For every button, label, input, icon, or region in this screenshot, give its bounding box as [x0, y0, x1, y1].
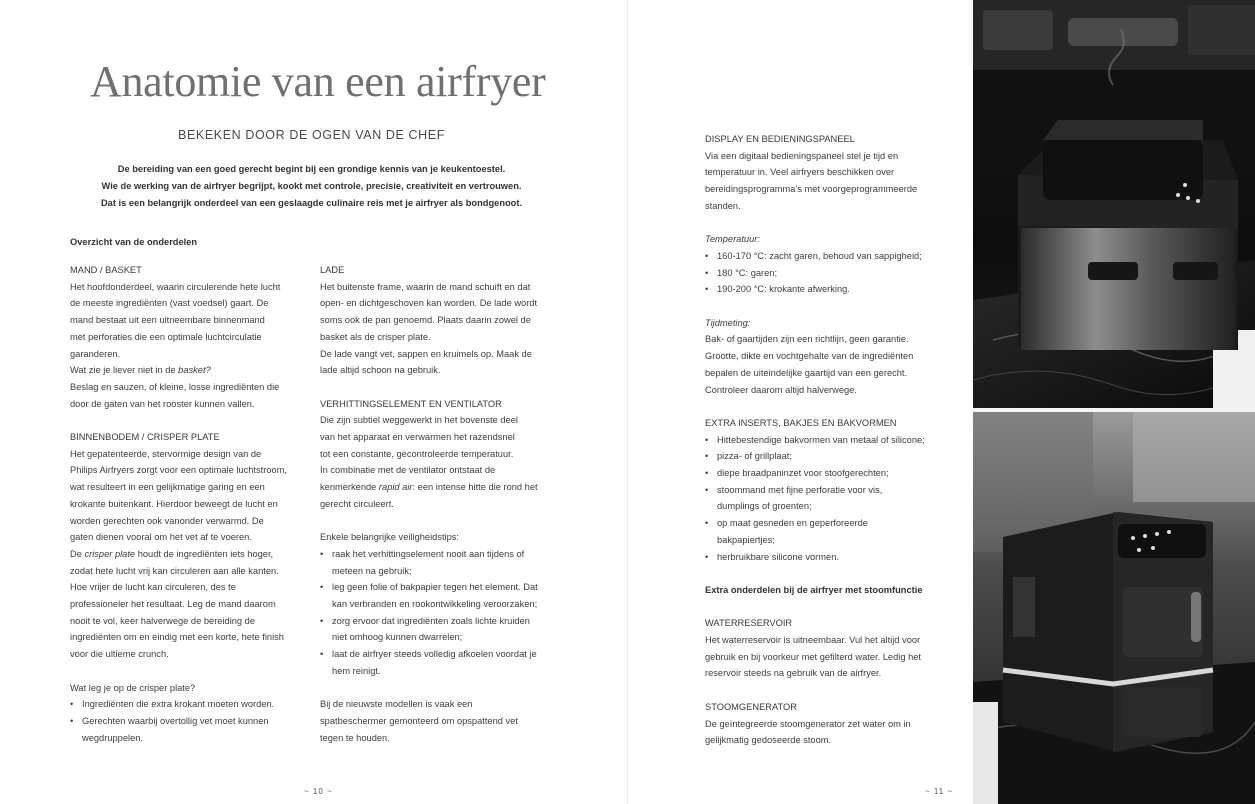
text-line: reservoir steeds na gebruik van de airfryer.	[705, 668, 882, 679]
page-number-left: ~ 10 ~	[304, 787, 333, 796]
text-line: bereidingsprogramma’s met voorgeprogrammeerde	[705, 184, 918, 195]
page-number-right: ~ 11 ~	[925, 787, 954, 796]
text-line: spatbeschermer gemonteerd om opspattend vet	[320, 715, 518, 726]
text-line: kenmerkende rapid air: een intense hitte die rond het	[320, 482, 538, 493]
intro-line: Wie de werking van de airfryer begrijpt, kookt met controle, precisie, creativiteit en vertrouwen.	[101, 181, 522, 191]
page-subtitle: BEKEKEN DOOR DE OGEN VAN DE CHEF	[178, 128, 445, 142]
column-left	[70, 262, 305, 746]
section-heading-display: DISPLAY EN BEDIENINGSPANEEL	[705, 134, 855, 144]
list-item-continuation: kan verbranden en rookontwikkeling veroorzaken;	[332, 599, 538, 610]
section-heading-ventilator: VERHITTINGSELEMENT EN VENTILATOR	[320, 398, 502, 409]
intro-line: De bereiding van een goed gerecht begint bij een grondige kennis van je keukentoestel.	[117, 164, 506, 174]
basket-question: Wat zie je liever niet in de basket?	[70, 365, 211, 376]
page-title: Anatomie van een airfryer	[90, 57, 546, 106]
text-line: worden gerechten ook vanonder verwarmd. De	[70, 515, 264, 526]
text-line: De lade vangt vet, sappen en kruimels op. Maak de	[320, 348, 532, 359]
text-line: De geïntegreerde stoomgenerator zet water om in	[705, 718, 911, 729]
list-item: • pizza- of grillplaat;	[705, 451, 792, 462]
text-line: Bij de nieuwste modellen is vaak een	[320, 699, 473, 710]
text-line: basket als de crisper plate.	[320, 331, 431, 342]
text-line: bepalen de uiteindelijke gaartijd van een gerecht.	[705, 367, 908, 378]
list-item-continuation: dumplings of groenten;	[717, 501, 812, 512]
text-line: mand bestaat uit een uitneembare binnenmand	[70, 315, 265, 326]
list-item: • Hittebestendige bakvormen van metaal of silicone;	[705, 434, 925, 445]
text-line: Hoe vrijer de lucht kan circuleren, des te	[70, 582, 236, 593]
text-line: soms ook de pan genoemd. Plaats daarin zowel de	[320, 315, 531, 326]
text-line: Beslag en sauzen, of kleine, losse ingrediënten die	[70, 381, 280, 392]
text-line: van het apparaat en verwarmen het razendsnel	[320, 432, 515, 443]
section-heading-generator: STOOMGENERATOR	[705, 701, 797, 712]
crisper-question: Wat leg je op de crisper plate?	[70, 682, 196, 693]
temperature-heading: Temperatuur:	[705, 234, 760, 245]
text-line: zodat hete lucht vrij kan circuleren aan alle kanten.	[70, 565, 279, 576]
text-line: voor die ultieme crunch.	[70, 649, 169, 660]
list-item: • 160-170 °C: zacht garen, behoud van sappigheid;	[705, 250, 922, 261]
list-item: • Ingrediënten die extra krokant moeten worden.	[70, 699, 275, 710]
text-line: professioneler het resultaat. Leg de mand daarom	[70, 599, 276, 610]
text-line: gebruik en bij voorkeur met gefilterd water. Ledig het	[705, 651, 922, 662]
text-line: In combinatie met de ventilator ontstaat de	[320, 465, 496, 476]
text-line: lade altijd schoon na gebruik.	[320, 365, 441, 376]
text-line: wat resulteert in een gelijkmatige garing en een	[70, 482, 265, 493]
steam-section-heading: Extra onderdelen bij de airfryer met stoomfunctie	[705, 584, 923, 595]
section-heading-water: WATERRESERVOIR	[705, 618, 793, 629]
list-item-continuation: niet omhoog kunnen dwarrelen;	[332, 632, 463, 643]
tips-heading: Enkele belangrijke veiligheidstips:	[320, 532, 460, 543]
intro-paragraph	[70, 161, 553, 212]
airfryer-photo-bottom	[973, 412, 1255, 804]
text-line: open- en dichtgeschoven kan worden. De lade wordt	[320, 298, 538, 309]
text-line: tot een constante, gecontroleerde temperatuur.	[320, 448, 514, 459]
text-line: Het gepatenteerde, stervormige design van de	[70, 448, 262, 459]
text-line: door de gaten van het rooster kunnen vallen.	[70, 398, 255, 409]
text-line: gerecht circuleert.	[320, 498, 394, 509]
list-item: • 180 °C: garen;	[705, 267, 778, 278]
text-line: Via een digitaal bedieningspaneel stel je tijd en	[705, 150, 899, 161]
list-item: • herbruikbare silicone vormen.	[705, 551, 839, 562]
list-item-continuation: bakpapiertjes;	[717, 534, 775, 545]
column-middle	[320, 262, 555, 746]
text-line: Het hoofdonderdeel, waarin circulerende hete lucht	[70, 281, 281, 292]
list-item: • 190-200 °C: krokante afwerking.	[705, 284, 850, 295]
text-line: Controleer daarom altijd halverwege.	[705, 384, 857, 395]
list-item: • raak het verhittingselement nooit aan tijdens of	[320, 548, 525, 559]
list-item: • stoommand met fijne perforatie voor vis,	[705, 484, 883, 495]
text-line: met perforaties die een optimale luchtcirculatie	[70, 331, 262, 342]
airfryer-photo-top	[973, 0, 1255, 408]
airfryer-illustration-top	[973, 0, 1255, 408]
list-item: • Gerechten waarbij overtollig vet moet kunnen	[70, 715, 269, 726]
section-heading-inserts: EXTRA INSERTS, BAKJES EN BAKVORMEN	[705, 417, 897, 428]
spread-gutter	[627, 0, 628, 804]
list-item: • zorg ervoor dat ingrediënten zoals lichte kruiden	[320, 615, 530, 626]
text-line: ingrediënten om en eindig met een korte, hete finish	[70, 632, 284, 643]
list-item-continuation: wegdruppelen.	[82, 732, 143, 743]
text-line: De crisper plate houdt de ingrediënten iets hoger,	[70, 548, 274, 559]
text-line: gelijkmatig gedoseerde stoom.	[705, 735, 832, 746]
column-right	[705, 131, 945, 749]
airfryer-illustration-bottom	[973, 412, 1255, 804]
text-line: Grootte, dikte en vochtgehalte van de ingrediënten	[705, 351, 914, 362]
time-heading: Tijdmeting:	[705, 317, 751, 328]
text-line: Bak- of gaartijden zijn een richtlijn, geen garantie.	[705, 334, 909, 345]
text-line: gaten dienen vooral om het vet af te voeren.	[70, 532, 252, 543]
text-line: de meeste ingrediënten (vast voedsel) gaart. De	[70, 298, 269, 309]
section-heading-crisper: BINNENBODEM / CRISPER PLATE	[70, 432, 220, 443]
list-item-continuation: meteen na gebruik;	[332, 565, 412, 576]
text-line: standen.	[705, 200, 741, 211]
text-line: temperatuur in. Veel airfryers beschikken over	[705, 167, 895, 178]
text-line: Het waterreservoir is uitneembaar. Vul het altijd voor	[705, 635, 921, 646]
list-item: • diepe braadpaninzet voor stoofgerechten;	[705, 468, 889, 479]
section-heading-mand: MAND / BASKET	[70, 265, 142, 275]
text-line: krokante buitenkant. Hierdoor beweegt de lucht en	[70, 498, 278, 509]
text-line: Die zijn subtiel weggewerkt in het bovenste deel	[320, 415, 518, 426]
list-item-continuation: hem reinigt.	[332, 665, 381, 676]
section-heading-lade: LADE	[320, 265, 345, 275]
list-item: • leg geen folie of bakpapier tegen het element. Dat	[320, 582, 538, 593]
list-item: • laat de airfryer steeds volledig afkoelen voordat je	[320, 649, 537, 660]
list-item: • op maat gesneden en geperforeerde	[705, 518, 868, 529]
text-line: garanderen.	[70, 348, 121, 359]
intro-line: Dat is een belangrijk onderdeel van een geslaagde culinaire reis met je airfryer als bondgenoot.	[100, 198, 523, 208]
overview-heading: Overzicht van de onderdelen	[70, 237, 198, 247]
text-line: nooit te vol, keer halverwege de bereiding de	[70, 615, 256, 626]
text-line: Philips Airfryers zorgt voor een optimale luchtstroom,	[70, 465, 288, 476]
text-line: Het buitenste frame, waarin de mand schuift en dat	[320, 281, 531, 292]
text-line: tegen te houden.	[320, 732, 390, 743]
